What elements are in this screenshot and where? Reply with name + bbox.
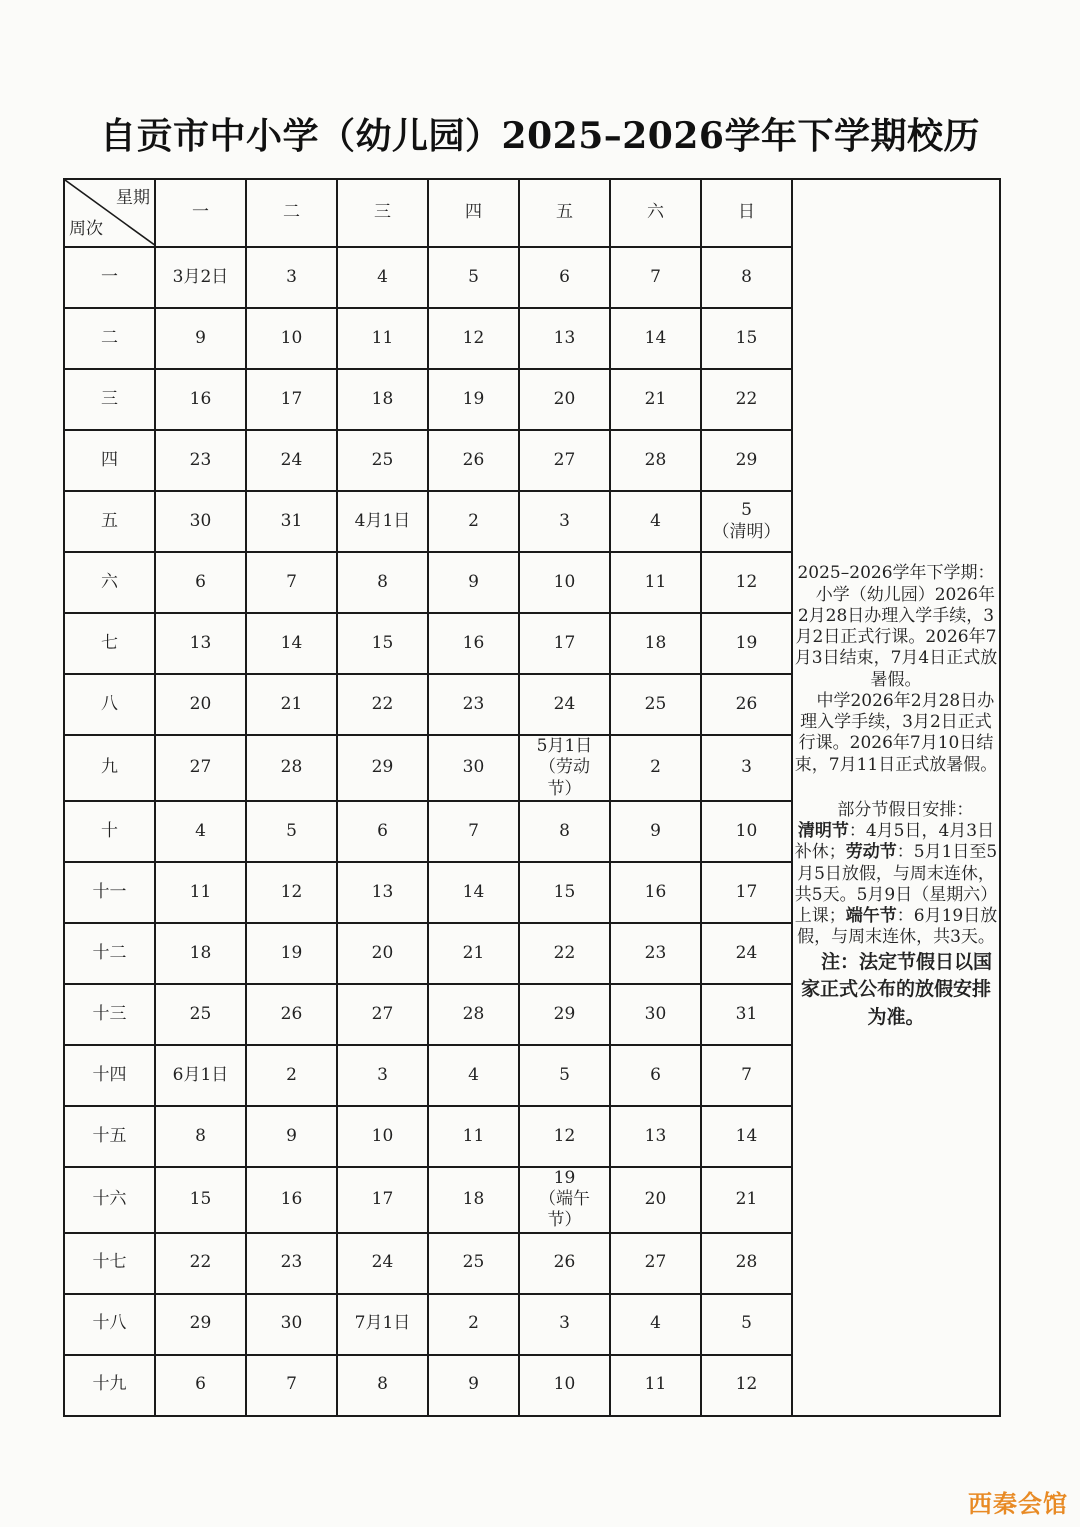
day-cell: 4 xyxy=(610,491,701,552)
day-cell: 5 xyxy=(428,247,519,308)
day-cell: 25 xyxy=(428,1233,519,1294)
day-cell: 25 xyxy=(337,430,428,491)
day-cell: 17 xyxy=(246,369,337,430)
day-cell: 11 xyxy=(155,862,246,923)
day-cell: 16 xyxy=(155,369,246,430)
corner-cell xyxy=(64,179,155,247)
day-cell: 14 xyxy=(610,308,701,369)
day-cell: 21 xyxy=(610,369,701,430)
watermark-logo: 西秦会馆 xyxy=(968,1490,1068,1518)
day-cell: 18 xyxy=(610,613,701,674)
week-number-cell: 十一 xyxy=(64,862,155,923)
day-cell: 30 xyxy=(246,1294,337,1355)
day-cell: 28 xyxy=(246,735,337,801)
day-cell: 12 xyxy=(701,1355,792,1416)
day-cell: 23 xyxy=(610,923,701,984)
page-title: 自贡市中小学（幼儿园）2025–2026学年下学期校历 xyxy=(100,115,980,157)
day-cell: 27 xyxy=(610,1233,701,1294)
day-cell: 25 xyxy=(610,674,701,735)
day-cell: 8 xyxy=(701,247,792,308)
day-cell: 21 xyxy=(428,923,519,984)
day-cell: 18 xyxy=(155,923,246,984)
week-number-cell: 一 xyxy=(64,247,155,308)
day-cell: 19 xyxy=(246,923,337,984)
day-cell: 28 xyxy=(428,984,519,1045)
day-cell: 3 xyxy=(701,735,792,801)
day-cell: 3 xyxy=(519,491,610,552)
day-cell: 4 xyxy=(610,1294,701,1355)
day-cell: 5 （清明） xyxy=(701,491,792,552)
day-cell: 10 xyxy=(519,1355,610,1416)
day-cell: 24 xyxy=(519,674,610,735)
day-cell: 3 xyxy=(337,1045,428,1106)
day-cell: 13 xyxy=(155,613,246,674)
day-cell: 22 xyxy=(701,369,792,430)
day-cell: 2 xyxy=(428,1294,519,1355)
day-cell: 28 xyxy=(610,430,701,491)
day-cell: 30 xyxy=(155,491,246,552)
duanwu-text: ：6月19日放假，与周末连休，共3天。 xyxy=(797,906,998,948)
day-cell: 29 xyxy=(155,1294,246,1355)
day-cell: 27 xyxy=(155,735,246,801)
day-cell: 8 xyxy=(519,801,610,862)
week-corner-label: 周次 xyxy=(69,218,103,239)
weekday-header: 五 xyxy=(519,179,610,247)
day-cell: 21 xyxy=(246,674,337,735)
day-cell: 30 xyxy=(610,984,701,1045)
day-cell: 9 xyxy=(610,801,701,862)
day-cell: 3月2日 xyxy=(155,247,246,308)
day-cell: 22 xyxy=(155,1233,246,1294)
final-note: 注：法定节假日以国家正式公布的放假安排为准。 xyxy=(800,950,992,1028)
day-cell: 28 xyxy=(701,1233,792,1294)
day-cell: 11 xyxy=(337,308,428,369)
day-cell: 26 xyxy=(701,674,792,735)
school-calendar-table xyxy=(63,178,1001,1417)
day-cell: 9 xyxy=(428,1355,519,1416)
weekday-header: 四 xyxy=(428,179,519,247)
day-cell: 3 xyxy=(246,247,337,308)
day-cell: 4 xyxy=(428,1045,519,1106)
day-cell: 24 xyxy=(337,1233,428,1294)
day-cell: 17 xyxy=(337,1167,428,1233)
day-cell: 8 xyxy=(337,1355,428,1416)
day-cell: 29 xyxy=(519,984,610,1045)
day-cell: 5 xyxy=(701,1294,792,1355)
labor-day-label: 劳动节 xyxy=(845,842,897,863)
day-cell: 21 xyxy=(701,1167,792,1233)
day-cell: 18 xyxy=(337,369,428,430)
day-cell: 19 xyxy=(701,613,792,674)
day-cell: 4月1日 xyxy=(337,491,428,552)
week-number-cell: 八 xyxy=(64,674,155,735)
week-number-cell: 十九 xyxy=(64,1355,155,1416)
weekday-header: 三 xyxy=(337,179,428,247)
day-cell: 26 xyxy=(246,984,337,1045)
week-number-cell: 十八 xyxy=(64,1294,155,1355)
day-cell: 15 xyxy=(155,1167,246,1233)
day-cell: 20 xyxy=(155,674,246,735)
day-cell: 30 xyxy=(428,735,519,801)
day-cell: 7月1日 xyxy=(337,1294,428,1355)
day-cell: 6 xyxy=(337,801,428,862)
day-cell: 20 xyxy=(337,923,428,984)
day-cell: 20 xyxy=(610,1167,701,1233)
week-number-cell: 七 xyxy=(64,613,155,674)
day-cell: 17 xyxy=(701,862,792,923)
day-cell: 14 xyxy=(246,613,337,674)
day-cell: 8 xyxy=(155,1106,246,1167)
day-cell: 7 xyxy=(701,1045,792,1106)
day-cell: 26 xyxy=(428,430,519,491)
day-cell: 20 xyxy=(519,369,610,430)
day-cell: 4 xyxy=(337,247,428,308)
day-cell: 25 xyxy=(155,984,246,1045)
day-cell: 10 xyxy=(519,552,610,613)
day-cell: 6月1日 xyxy=(155,1045,246,1106)
week-number-cell: 十三 xyxy=(64,984,155,1045)
qingming-text: ：4月5日，4月3日补休； xyxy=(794,821,995,863)
qingming-label: 清明节 xyxy=(797,821,849,842)
notes-panel xyxy=(792,179,1000,1416)
day-cell: 5 xyxy=(519,1045,610,1106)
week-number-cell: 九 xyxy=(64,735,155,801)
day-cell: 6 xyxy=(155,552,246,613)
day-cell: 15 xyxy=(337,613,428,674)
day-cell: 19 （端午 节） xyxy=(519,1167,610,1233)
day-cell: 23 xyxy=(428,674,519,735)
day-cell: 10 xyxy=(701,801,792,862)
day-cell: 13 xyxy=(610,1106,701,1167)
day-cell: 2 xyxy=(610,735,701,801)
day-cell: 23 xyxy=(155,430,246,491)
day-cell: 8 xyxy=(337,552,428,613)
week-number-cell: 十七 xyxy=(64,1233,155,1294)
duanwu-label: 端午节 xyxy=(845,906,897,927)
day-cell: 31 xyxy=(701,984,792,1045)
day-cell: 9 xyxy=(246,1106,337,1167)
labor-day-text: ：5月1日至5月5日放假，与周末连休，共5天。5月9日（星期六）上课； xyxy=(794,842,998,927)
day-cell: 11 xyxy=(428,1106,519,1167)
day-cell: 22 xyxy=(337,674,428,735)
holiday-schedule xyxy=(793,821,999,949)
day-cell: 19 xyxy=(428,369,519,430)
day-cell: 18 xyxy=(428,1167,519,1233)
day-cell: 27 xyxy=(337,984,428,1045)
weekday-header: 日 xyxy=(701,179,792,247)
day-cell: 7 xyxy=(246,552,337,613)
day-cell: 9 xyxy=(428,552,519,613)
weekday-header: 六 xyxy=(610,179,701,247)
day-cell: 14 xyxy=(701,1106,792,1167)
day-cell: 7 xyxy=(610,247,701,308)
day-cell: 6 xyxy=(519,247,610,308)
middle-school-note: 中学2026年2月28日办理入学手续，3月2日正式行课。2026年7月10日结束，7月11日正式放暑假。 xyxy=(794,690,998,775)
day-cell: 5月1日 （劳动 节） xyxy=(519,735,610,801)
day-cell: 23 xyxy=(246,1233,337,1294)
day-cell: 16 xyxy=(428,613,519,674)
day-cell: 15 xyxy=(701,308,792,369)
day-cell: 11 xyxy=(610,552,701,613)
week-number-cell: 五 xyxy=(64,491,155,552)
week-number-cell: 三 xyxy=(64,369,155,430)
day-cell: 24 xyxy=(701,923,792,984)
day-cell: 12 xyxy=(519,1106,610,1167)
day-cell: 15 xyxy=(519,862,610,923)
day-cell: 14 xyxy=(428,862,519,923)
day-cell: 17 xyxy=(519,613,610,674)
day-cell: 6 xyxy=(610,1045,701,1106)
day-cell: 12 xyxy=(246,862,337,923)
notes-heading: 2025–2026学年下学期： xyxy=(797,563,995,584)
week-number-cell: 十四 xyxy=(64,1045,155,1106)
weekday-header: 一 xyxy=(155,179,246,247)
week-number-cell: 二 xyxy=(64,308,155,369)
day-cell: 16 xyxy=(610,862,701,923)
day-cell: 2 xyxy=(246,1045,337,1106)
week-number-cell: 十六 xyxy=(64,1167,155,1233)
week-number-cell: 六 xyxy=(64,552,155,613)
day-cell: 26 xyxy=(519,1233,610,1294)
day-cell: 4 xyxy=(155,801,246,862)
day-cell: 27 xyxy=(519,430,610,491)
day-cell: 31 xyxy=(246,491,337,552)
week-number-cell: 十二 xyxy=(64,923,155,984)
week-number-cell: 四 xyxy=(64,430,155,491)
day-cell: 7 xyxy=(246,1355,337,1416)
week-number-cell: 十五 xyxy=(64,1106,155,1167)
day-cell: 11 xyxy=(610,1355,701,1416)
day-cell: 6 xyxy=(155,1355,246,1416)
day-cell: 16 xyxy=(246,1167,337,1233)
week-number-cell: 十 xyxy=(64,801,155,862)
day-cell: 29 xyxy=(701,430,792,491)
holiday-intro: 部分节假日安排： xyxy=(837,799,974,820)
day-cell: 3 xyxy=(519,1294,610,1355)
day-cell: 12 xyxy=(701,552,792,613)
day-cell: 7 xyxy=(428,801,519,862)
header-row xyxy=(64,179,1000,247)
day-cell: 13 xyxy=(519,308,610,369)
day-cell: 22 xyxy=(519,923,610,984)
day-cell: 13 xyxy=(337,862,428,923)
day-cell: 2 xyxy=(428,491,519,552)
primary-school-note: 小学（幼儿园）2026年2月28日办理入学手续，3月2日正式行课。2026年7月3日结束，7月4日正式放暑假。 xyxy=(794,584,998,690)
weekday-header: 二 xyxy=(246,179,337,247)
day-cell: 10 xyxy=(337,1106,428,1167)
day-cell: 5 xyxy=(246,801,337,862)
day-cell: 29 xyxy=(337,735,428,801)
day-cell: 12 xyxy=(428,308,519,369)
day-cell: 9 xyxy=(155,308,246,369)
weekday-corner-label: 星期 xyxy=(116,188,150,208)
day-cell: 10 xyxy=(246,308,337,369)
day-cell: 24 xyxy=(246,430,337,491)
